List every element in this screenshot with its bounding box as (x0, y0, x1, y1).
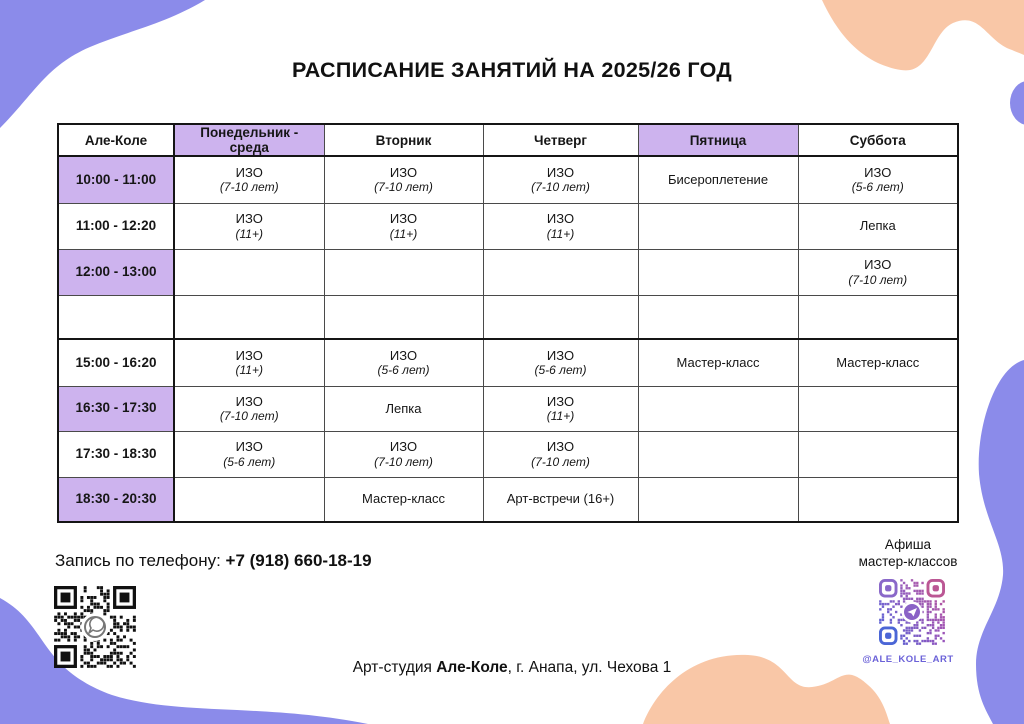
time-cell: 18:30 - 20:30 (58, 477, 174, 522)
table-row (58, 477, 958, 522)
table-header-row (58, 124, 958, 156)
class-age-group: (11+) (546, 409, 575, 424)
schedule-cell (324, 295, 483, 339)
schedule-cell (638, 386, 798, 431)
column-header: Четверг (483, 124, 638, 156)
class-age-group: (7-10 лет) (374, 454, 433, 469)
class-age-group: (7-10 лет) (374, 180, 433, 195)
schedule-cell (638, 156, 798, 203)
page-title: РАСПИСАНИЕ ЗАНЯТИЙ НА 2025/26 ГОД (292, 58, 732, 82)
class-name: ИЗО (235, 164, 263, 180)
whatsapp-icon (85, 617, 105, 637)
time-cell: 15:00 - 16:20 (58, 339, 174, 386)
schedule-cell (483, 431, 638, 477)
schedule-cell (174, 477, 324, 522)
schedule-cell (174, 295, 324, 339)
table-row (58, 249, 958, 295)
schedule-cell (483, 295, 638, 339)
class-age-group: (11+) (389, 226, 418, 241)
class-age-group: (7-10 лет) (219, 180, 279, 195)
schedule-cell (324, 339, 483, 386)
schedule-cell (483, 477, 638, 522)
schedule-cell (483, 156, 638, 203)
class-name: ИЗО (235, 439, 263, 454)
class-name: ИЗО (546, 211, 575, 226)
phone-line (55, 551, 372, 571)
schedule-cell (798, 477, 958, 522)
class-name: Арт-встречи (16+) (506, 491, 615, 507)
schedule-cell (798, 156, 958, 203)
table-row (58, 295, 958, 339)
schedule-cell (638, 477, 798, 522)
schedule-cell (174, 431, 324, 477)
schedule-cell (798, 386, 958, 431)
table-row (58, 156, 958, 203)
schedule-cell (324, 203, 483, 249)
whatsapp-qr-code (54, 586, 136, 668)
schedule-cell (483, 339, 638, 386)
schedule-cell (324, 431, 483, 477)
class-name: Мастер-класс (362, 491, 445, 507)
class-name: ИЗО (546, 164, 575, 180)
class-age-group: (11+) (235, 363, 263, 378)
schedule-cell (174, 156, 324, 203)
telegram-icon (904, 604, 920, 620)
class-name: Мастер-класс (836, 354, 920, 370)
column-header: Понедельник - среда (174, 124, 324, 156)
column-header: Суббота (798, 124, 958, 156)
class-name: Лепка (385, 400, 422, 416)
address-suffix: , г. Анапа, ул. Чехова 1 (507, 659, 672, 676)
class-name: ИЗО (235, 211, 263, 226)
phone-label: Запись по телефону: (55, 551, 226, 570)
column-header: Вторник (324, 124, 483, 156)
poster-title (828, 536, 988, 570)
class-age-group: (11+) (235, 226, 263, 241)
schedule-cell (798, 295, 958, 339)
schedule-cell (638, 295, 798, 339)
poster-title-line2: мастер-классов (858, 554, 958, 569)
time-cell: 12:00 - 13:00 (58, 249, 174, 295)
schedule-cell (324, 477, 483, 522)
schedule-cell (174, 339, 324, 386)
schedule-cell (798, 339, 958, 386)
schedule-cell (483, 386, 638, 431)
class-age-group: (5-6 лет) (223, 454, 276, 469)
class-age-group: (7-10 лет) (848, 272, 908, 287)
class-name: Лепка (859, 218, 896, 234)
table-row (58, 339, 958, 386)
schedule-cell (638, 339, 798, 386)
time-cell (58, 295, 174, 339)
schedule-cell (483, 249, 638, 295)
poster-title-line1: Афиша (884, 537, 932, 552)
schedule-cell (638, 203, 798, 249)
phone-number: +7 (918) 660-18-19 (225, 551, 372, 570)
schedule-cell (174, 249, 324, 295)
class-age-group: (7-10 лет) (219, 409, 279, 424)
table-row (58, 431, 958, 477)
class-name: ИЗО (389, 211, 418, 226)
column-header: Пятница (638, 124, 798, 156)
telegram-qr-code (879, 579, 945, 645)
class-name: ИЗО (389, 439, 418, 454)
class-name: ИЗО (389, 347, 418, 363)
class-name: ИЗО (864, 257, 892, 272)
studio-name: Але-Коле (436, 659, 508, 676)
table-row (58, 203, 958, 249)
class-age-group: (5-6 лет) (534, 363, 587, 378)
class-age-group: (5-6 лет) (851, 180, 904, 195)
address-prefix: Арт-студия (352, 659, 437, 676)
class-name: ИЗО (389, 164, 418, 180)
schedule-cell (324, 249, 483, 295)
class-name: ИЗО (864, 164, 892, 180)
class-age-group: (5-6 лет) (377, 363, 430, 378)
class-name: ИЗО (546, 347, 575, 363)
class-age-group: (11+) (546, 226, 575, 241)
address-line (0, 659, 1024, 677)
class-age-group: (7-10 лет) (531, 454, 590, 469)
class-name: Бисероплетение (667, 171, 769, 187)
column-header: Але-Коле (58, 124, 174, 156)
class-name: Мастер-класс (676, 354, 760, 370)
schedule-cell (174, 203, 324, 249)
time-cell: 11:00 - 12:20 (58, 203, 174, 249)
time-cell: 16:30 - 17:30 (58, 386, 174, 431)
time-cell: 17:30 - 18:30 (58, 431, 174, 477)
qr-handle: @ALE_KOLE_ART (862, 654, 954, 665)
schedule-cell (798, 431, 958, 477)
schedule-cell (324, 386, 483, 431)
schedule-cell (798, 249, 958, 295)
class-age-group: (7-10 лет) (531, 180, 590, 195)
schedule-cell (798, 203, 958, 249)
schedule-cell (324, 156, 483, 203)
class-name: ИЗО (546, 439, 575, 454)
class-name: ИЗО (235, 347, 263, 363)
class-name: ИЗО (235, 393, 263, 409)
schedule-cell (483, 203, 638, 249)
schedule-cell (174, 386, 324, 431)
time-cell: 10:00 - 11:00 (58, 156, 174, 203)
schedule-table (57, 123, 959, 523)
schedule-cell (638, 431, 798, 477)
class-name: ИЗО (546, 393, 575, 409)
table-row (58, 386, 958, 431)
schedule-cell (638, 249, 798, 295)
